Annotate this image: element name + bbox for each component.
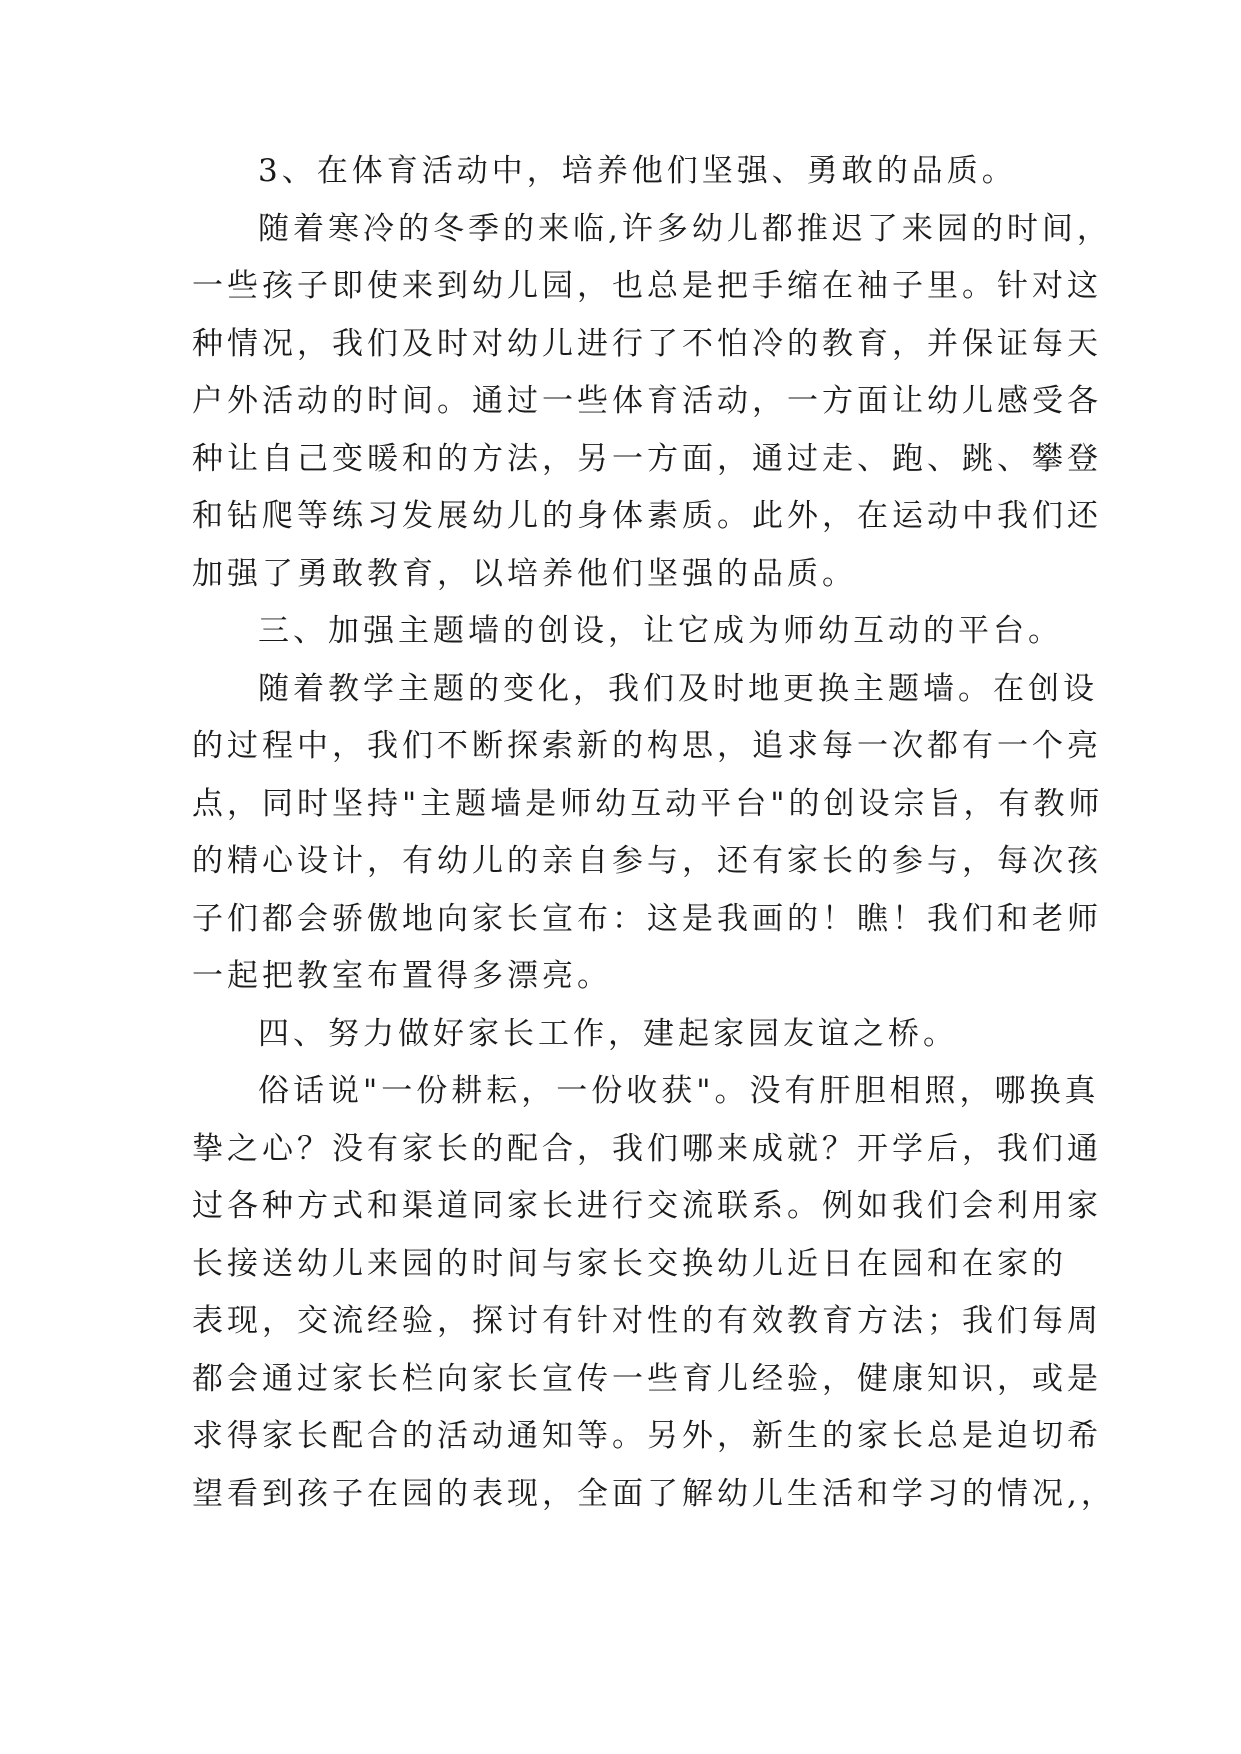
text-line-14: 子们都会骄傲地向家长宣布：这是我画的！瞧！我们和老师	[192, 901, 1102, 937]
text-line-21: 表现，交流经验，探讨有针对性的有效教育方法；我们每周	[192, 1303, 1102, 1339]
text-line-7: 和钻爬等练习发展幼儿的身体素质。此外，在运动中我们还	[192, 498, 1102, 534]
text-line-1: 3、在体育活动中，培养他们坚强、勇敢的品质。	[258, 153, 1017, 189]
section-heading-3: 三、加强主题墙的创设，让它成为师幼互动的平台。	[258, 613, 1063, 649]
text-line-11: 的过程中，我们不断探索新的构思，追求每一次都有一个亮	[192, 728, 1102, 764]
text-line-2: 随着寒冷的冬季的来临,许多幼儿都推迟了来园的时间，	[258, 211, 1112, 247]
text-line-15: 一起把教室布置得多漂亮。	[192, 958, 612, 994]
text-line-6: 种让自己变暖和的方法，另一方面，通过走、跑、跳、攀登	[192, 441, 1102, 477]
text-line-18: 挚之心？没有家长的配合，我们哪来成就？开学后，我们通	[192, 1131, 1102, 1167]
text-line-4: 种情况，我们及时对幼儿进行了不怕冷的教育，并保证每天	[192, 326, 1102, 362]
text-line-19: 过各种方式和渠道同家长进行交流联系。例如我们会利用家	[192, 1188, 1102, 1224]
text-line-13: 的精心设计，有幼儿的亲自参与，还有家长的参与，每次孩	[192, 843, 1102, 879]
text-line-12: 点，同时坚持"主题墙是师幼互动平台"的创设宗旨，有教师	[192, 786, 1104, 822]
text-line-20: 长接送幼儿来园的时间与家长交换幼儿近日在园和在家的	[192, 1246, 1067, 1282]
text-line-10: 随着教学主题的变化，我们及时地更换主题墙。在创设	[258, 671, 1098, 707]
text-line-3: 一些孩子即使来到幼儿园，也总是把手缩在袖子里。针对这	[192, 268, 1102, 304]
text-line-17: 俗话说"一份耕耘，一份收获"。没有肝胆相照，哪换真	[258, 1073, 1100, 1109]
text-line-8: 加强了勇敢教育，以培养他们坚强的品质。	[192, 556, 857, 592]
text-line-5: 户外活动的时间。通过一些体育活动，一方面让幼儿感受各	[192, 383, 1102, 419]
text-line-22: 都会通过家长栏向家长宣传一些育儿经验，健康知识，或是	[192, 1361, 1102, 1397]
text-line-23: 求得家长配合的活动通知等。另外，新生的家长总是迫切希	[192, 1418, 1102, 1454]
section-heading-4: 四、努力做好家长工作，建起家园友谊之桥。	[258, 1016, 958, 1052]
text-line-24: 望看到孩子在园的表现，全面了解幼儿生活和学习的情况,，	[192, 1476, 1116, 1512]
